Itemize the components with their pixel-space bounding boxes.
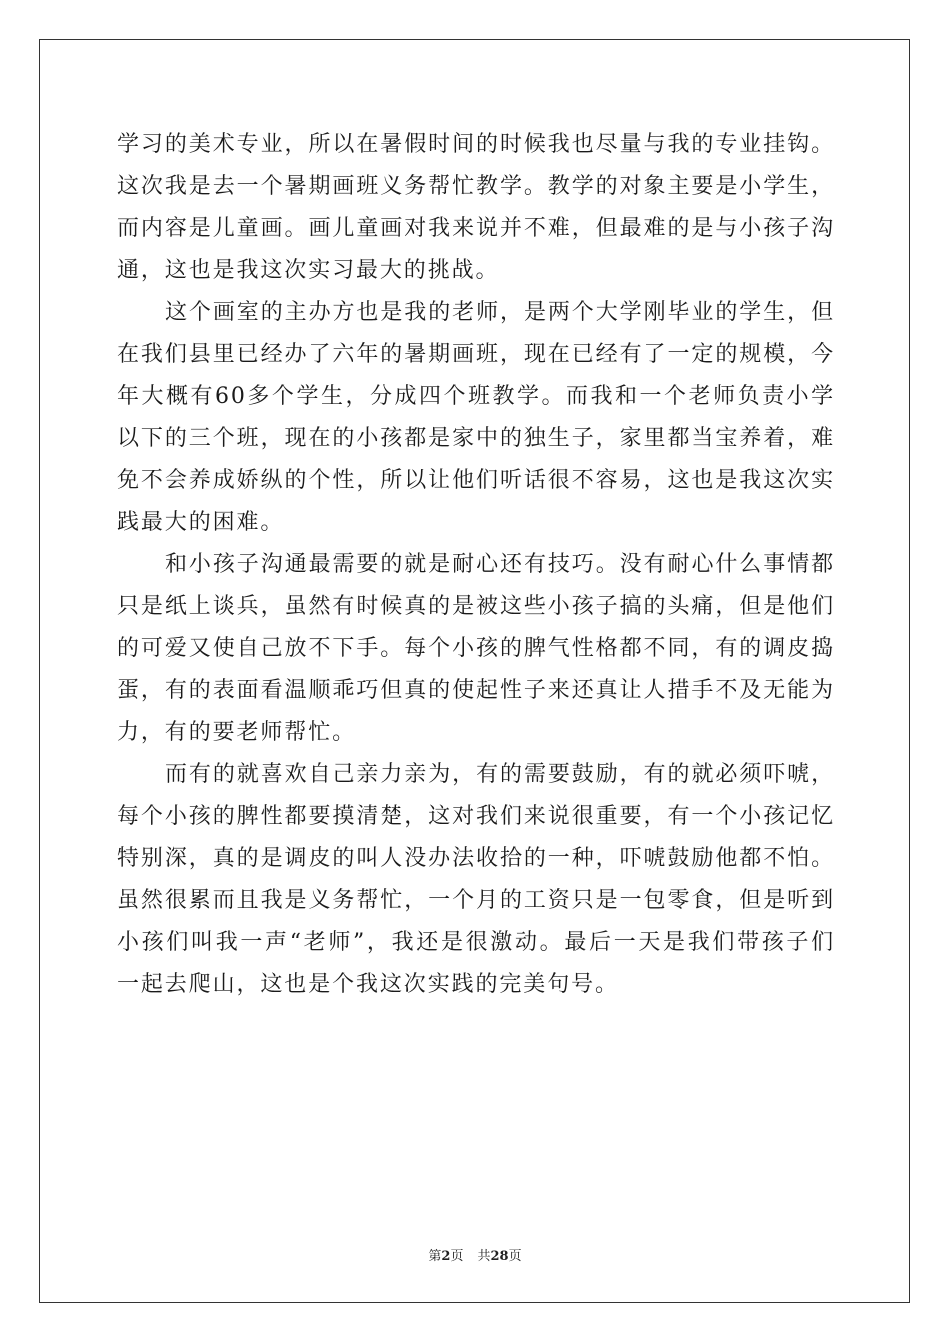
paragraph-4: 而有的就喜欢自己亲力亲为，有的需要鼓励，有的就必须吓唬，每个小孩的脾性都要摸清楚，这对我们来说很重要，有一个小孩记忆特别深，真的是调皮的叫人没办法收拾的一种，吓唬鼓励他都不怕。虽然很累而且我是义务帮忙，一个月的工资只是一包零食，但是听到小孩们叫我一声“老师”，我还是很激动。最后一天是我们带孩子们一起去爬山，这也是个我这次实践的完美句号。 — [117, 762, 835, 997]
page-number-suffix: 页 — [450, 1249, 464, 1264]
current-page-number: 2 — [441, 1249, 451, 1264]
total-pages-prefix: 共 — [477, 1249, 491, 1264]
total-pages-number: 28 — [490, 1249, 509, 1264]
page-footer — [0, 1245, 950, 1264]
paragraph-3: 和小孩子沟通最需要的就是耐心还有技巧。没有耐心什么事情都只是纸上谈兵，虽然有时候真的是被这些小孩子搞的头痛，但是他们的可爱又使自己放不下手。每个小孩的脾气性格都不同，有的调皮捣蛋，有的表面看温顺乖巧但真的使起性子来还真让人措手不及无能为力，有的要老师帮忙。 — [117, 552, 835, 745]
document-body — [117, 124, 835, 1006]
paragraph-1: 学习的美术专业，所以在暑假时间的时候我也尽量与我的专业挂钩。这次我是去一个暑期画班义务帮忙教学。教学的对象主要是小学生，而内容是儿童画。画儿童画对我来说并不难，但最难的是与小孩子沟通，这也是我这次实习最大的挑战。 — [117, 132, 835, 283]
total-pages-suffix: 页 — [508, 1249, 522, 1264]
paragraph-2: 这个画室的主办方也是我的老师，是两个大学刚毕业的学生，但在我们县里已经办了六年的暑期画班，现在已经有了一定的规模，今年大概有60多个学生，分成四个班教学。而我和一个老师负责小学以下的三个班，现在的小孩都是家中的独生子，家里都当宝养着，难免不会养成娇纵的个性，所以让他们听话很不容易，这也是我这次实践最大的困难。 — [117, 300, 835, 535]
page-number-prefix: 第 — [428, 1249, 442, 1264]
